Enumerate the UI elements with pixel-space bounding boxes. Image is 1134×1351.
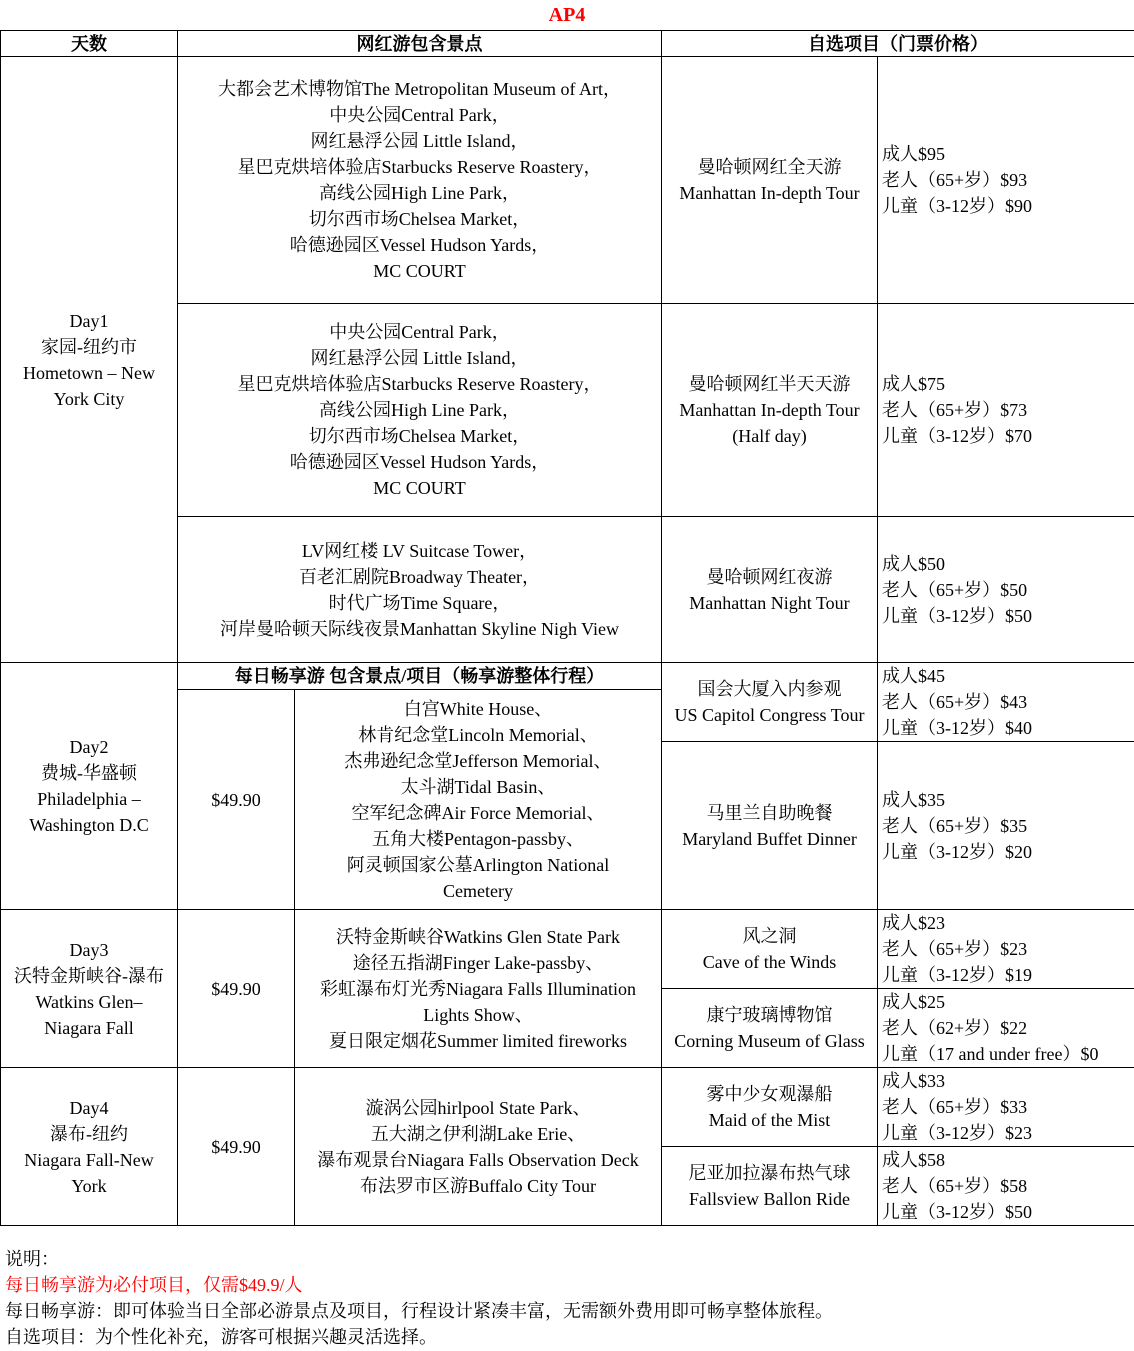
itinerary-table: [0, 30, 1134, 1226]
day4-option-1: 雾中少女观瀑船 Maid of the Mist: [662, 1068, 878, 1147]
header-row: [1, 31, 1134, 57]
day1-prices-2: 成人$75 老人（65+岁）$73 儿童（3-12岁）$70: [878, 304, 1134, 517]
day4-prices-1: 成人$33 老人（65+岁）$33 儿童（3-12岁）$23: [878, 1068, 1134, 1147]
day4-label: Day4 瀑布-纽约 Niagara Fall-New York: [1, 1068, 178, 1226]
day1-prices-1: 成人$95 老人（65+岁）$93 儿童（3-12岁）$90: [878, 57, 1134, 304]
day1-attractions-1: 大都会艺术博物馆The Metropolitan Museum of Art， 中央公园Central Park， 网红悬浮公园 Little Island， 星巴克烘培体验店Starbucks Reserve Roastery， 高线公园High Line Park， 切尔西市场Chelsea Market， 哈德逊园区Vessel Hudson Yards， MC COURT: [178, 57, 662, 304]
table-row: [1, 1068, 1134, 1147]
day1-prices-3: 成人$50 老人（65+岁）$50 儿童（3-12岁）$50: [878, 517, 1134, 663]
day4-option-2: 尼亚加拉瀑布热气球 Fallsview Ballon Ride: [662, 1147, 878, 1226]
day3-price: $49.90: [178, 910, 295, 1068]
notes-optional-desc: 自选项目：为个性化补充，游客可根据兴趣灵活选择。: [5, 1327, 437, 1347]
notes-section: [0, 1246, 1134, 1350]
table-row: [1, 663, 1134, 690]
day3-option-2: 康宁玻璃博物馆 Corning Museum of Glass: [662, 989, 878, 1068]
notes-label: 说明：: [5, 1249, 59, 1269]
day2-prices-2: 成人$35 老人（65+岁）$35 儿童（3-12岁）$20: [878, 742, 1134, 910]
header-optional: 自选项目（门票价格）: [662, 31, 1134, 57]
header-days: 天数: [1, 31, 178, 57]
table-row: [1, 910, 1134, 989]
day2-label: Day2 费城-华盛顿 Philadelphia – Washington D.C: [1, 663, 178, 910]
day2-prices-1: 成人$45 老人（65+岁）$43 儿童（3-12岁）$40: [878, 663, 1134, 742]
day3-label: Day3 沃特金斯峡谷-瀑布 Watkins Glen– Niagara Fall: [1, 910, 178, 1068]
day3-prices-2: 成人$25 老人（62+岁）$22 儿童（17 and under free）$0: [878, 989, 1134, 1068]
day3-prices-1: 成人$23 老人（65+岁）$23 儿童（3-12岁）$19: [878, 910, 1134, 989]
day4-price: $49.90: [178, 1068, 295, 1226]
day4-attractions: 漩涡公园hirlpool State Park、 五大湖之伊利湖Lake Erie、 瀑布观景台Niagara Falls Observation Deck 布法罗市区游Buffalo City Tour: [295, 1068, 662, 1226]
day1-attractions-3: LV网红楼 LV Suitcase Tower， 百老汇剧院Broadway Theater， 时代广场Time Square， 河岸曼哈顿天际线夜景Manhattan Skyline Nigh View: [178, 517, 662, 663]
day1-option-2: 曼哈顿网红半天天游 Manhattan In-depth Tour (Half day): [662, 304, 878, 517]
table-row: [1, 57, 1134, 304]
day2-price: $49.90: [178, 690, 295, 910]
notes-required: 每日畅享游为必付项目，仅需$49.9/人: [5, 1275, 303, 1295]
daily-tour-header: 每日畅享游 包含景点/项目（畅享游整体行程）: [178, 663, 662, 690]
day1-option-1: 曼哈顿网红全天游 Manhattan In-depth Tour: [662, 57, 878, 304]
day1-option-3: 曼哈顿网红夜游 Manhattan Night Tour: [662, 517, 878, 663]
day2-option-1: 国会大厦入内参观 US Capitol Congress Tour: [662, 663, 878, 742]
day2-option-2: 马里兰自助晚餐 Maryland Buffet Dinner: [662, 742, 878, 910]
day2-attractions: 白宫White House、 林肯纪念堂Lincoln Memorial、 杰弗逊纪念堂Jefferson Memorial、 太斗湖Tidal Basin、 空军纪念碑Air Force Memorial、 五角大楼Pentagon-passby、 阿灵顿国家公墓Arlington National Cemetery: [295, 690, 662, 910]
header-attractions: 网红游包含景点: [178, 31, 662, 57]
day1-label: Day1 家园-纽约市 Hometown – New York City: [1, 57, 178, 663]
day1-attractions-2: 中央公园Central Park， 网红悬浮公园 Little Island， 星巴克烘培体验店Starbucks Reserve Roastery， 高线公园High Line Park， 切尔西市场Chelsea Market， 哈德逊园区Vessel Hudson Yards， MC COURT: [178, 304, 662, 517]
day4-prices-2: 成人$58 老人（65+岁）$58 儿童（3-12岁）$50: [878, 1147, 1134, 1226]
day3-option-1: 风之洞 Cave of the Winds: [662, 910, 878, 989]
page-title: AP4: [548, 4, 586, 26]
day3-attractions: 沃特金斯峡谷Watkins Glen State Park 途径五指湖Finger Lake-passby、 彩虹瀑布灯光秀Niagara Falls Illumination Lights Show、 夏日限定烟花Summer limited fireworks: [295, 910, 662, 1068]
notes-daily-desc: 每日畅享游：即可体验当日全部必游景点及项目，行程设计紧凑丰富，无需额外费用即可畅享整体旅程。: [5, 1301, 833, 1321]
